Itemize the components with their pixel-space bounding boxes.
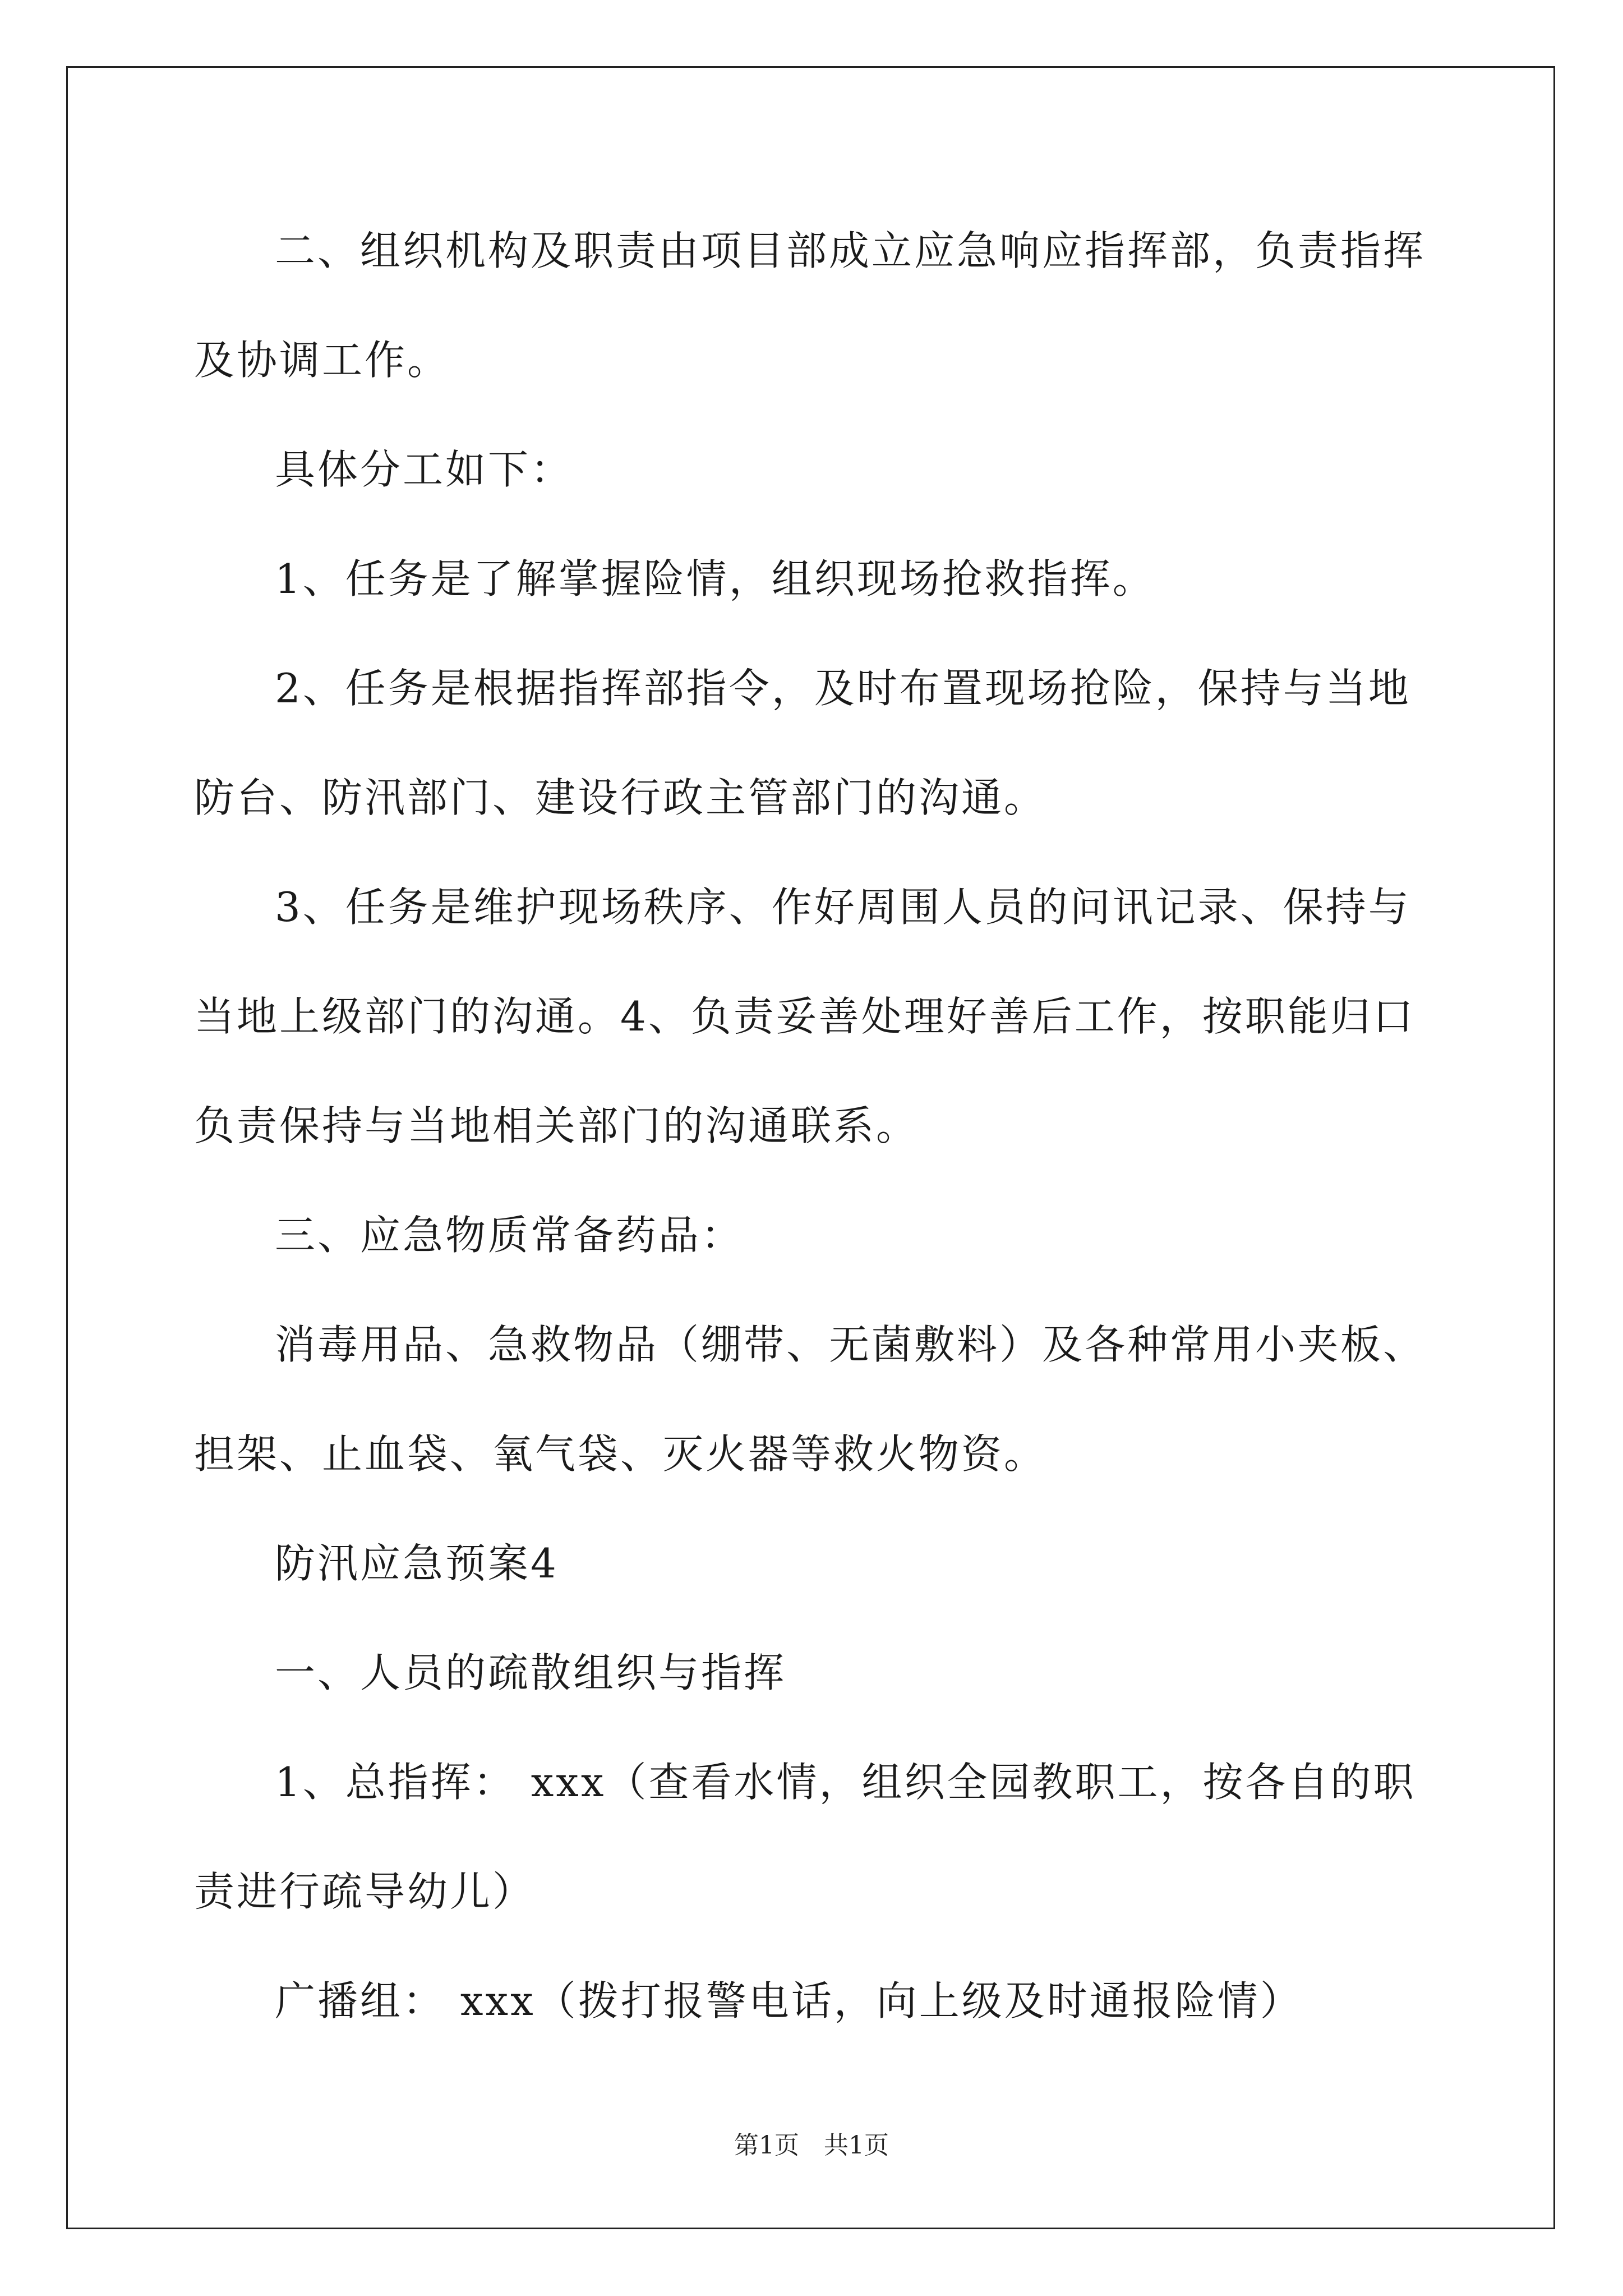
document-body bbox=[194, 196, 1430, 2056]
paragraph-plan-title: 防汛应急预案4 bbox=[275, 1540, 559, 1587]
page-total: 共1页 bbox=[824, 2131, 889, 2160]
paragraph-supplies-heading: 三、应急物质常备药品： bbox=[275, 1212, 744, 1259]
page-footer bbox=[0, 2129, 1623, 2162]
paragraph-organization: 二、组织机构及职责由项目部成立应急响应指挥部，负责指挥及协调工作。 bbox=[194, 227, 1426, 384]
paragraph-task-2: 2、任务是根据指挥部指令，及时布置现场抢险，保持与当地防台、防汛部门、建设行政主管部门的沟通。 bbox=[194, 665, 1411, 821]
paragraph-commander: 1、总指挥： xxx（查看水情，组织全园教职工，按各自的职责进行疏导幼儿） bbox=[194, 1759, 1416, 1915]
paragraph-task-3-4: 3、任务是维护现场秩序、作好周围人员的问讯记录、保持与当地上级部门的沟通。4、负责妥善处理好善后工作，按职能归口负责保持与当地相关部门的沟通联系。 bbox=[194, 884, 1415, 1149]
paragraph-supplies-list: 消毒用品、急救物品（绷带、无菌敷料）及各种常用小夹板、担架、止血袋、氧气袋、灭火器等救火物资。 bbox=[194, 1321, 1426, 1478]
paragraph-task-1: 1、任务是了解掌握险情，组织现场抢救指挥。 bbox=[275, 555, 1155, 602]
paragraph-division-heading: 具体分工如下： bbox=[275, 446, 574, 493]
paragraph-broadcast-group: 广播组： xxx（拨打报警电话，向上级及时通报险情） bbox=[275, 1977, 1303, 2024]
page-number: 第1页 bbox=[734, 2131, 799, 2160]
paragraph-evacuation-heading: 一、人员的疏散组织与指挥 bbox=[275, 1649, 787, 1696]
